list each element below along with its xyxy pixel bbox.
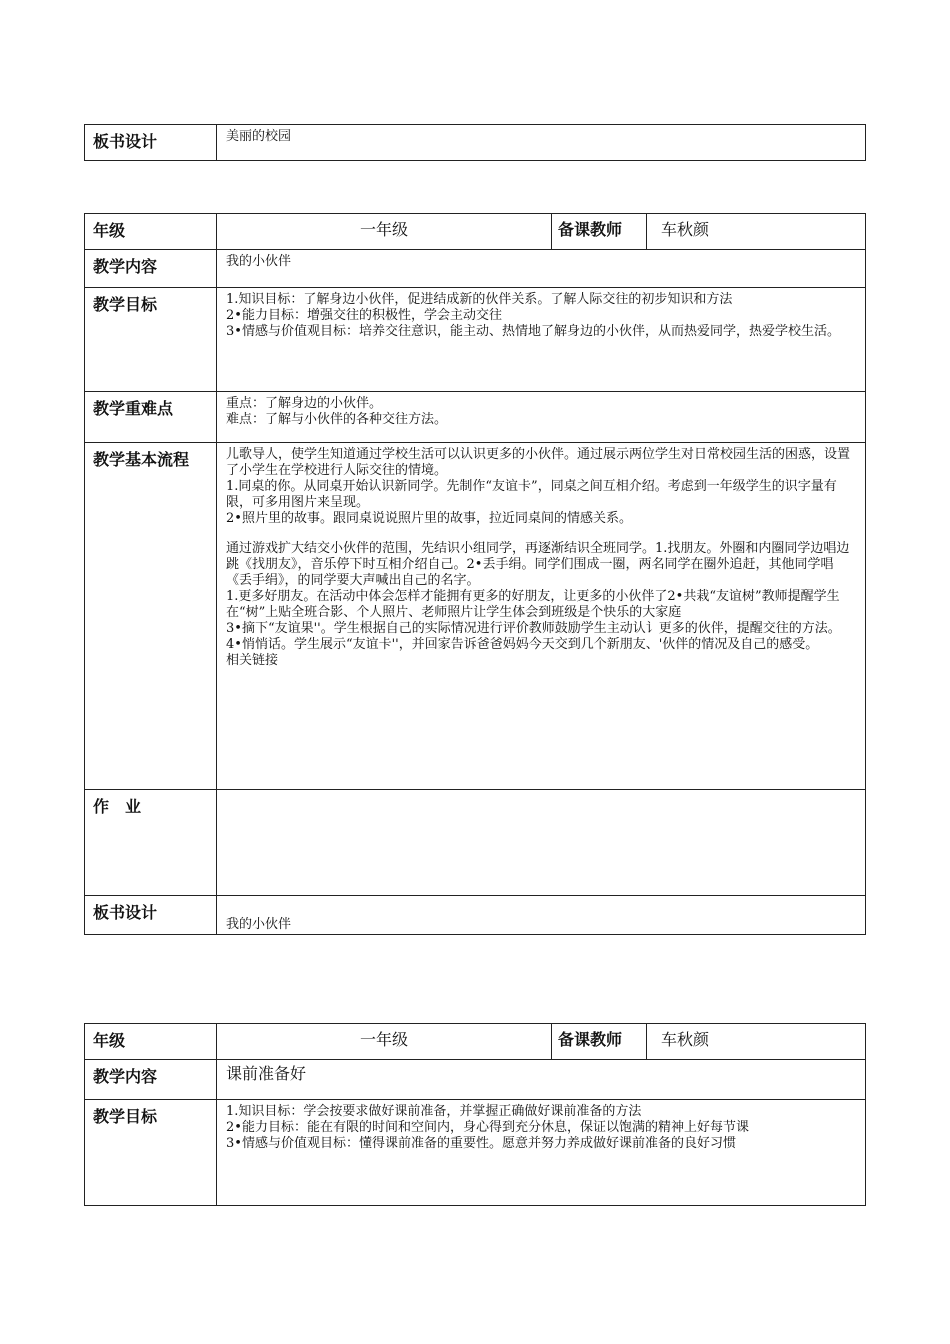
board-design-table-1 <box>84 124 866 161</box>
content-value: 课前准备好 <box>217 1060 866 1100</box>
board-design-value: 我的小伙伴 <box>217 896 866 935</box>
teacher-label: 备课教师 <box>551 1024 647 1059</box>
goal-item: 1.知识目标：了解身边小伙伴，促进结成新的伙伴关系。了解人际交往的初步知识和方法 <box>226 292 733 307</box>
lesson-plan-table-3 <box>84 1023 866 1206</box>
board-design-label: 板书设计 <box>85 125 217 161</box>
flow-paragraph: 1.更多好朋友。在活动中体会怎样才能拥有更多的好朋友，让更多的小伙伴了2•共栽“友谊树”教师提醒学生在“树”上贴全班合影、个人照片、老师照片让学生体会到班级是个快乐的大家庭 <box>226 589 840 620</box>
goal-item: 2•能力目标：增强交往的积极性，学会主动交往 <box>226 308 502 323</box>
content-label: 教学内容 <box>85 250 217 288</box>
flow-paragraph: 4•悄悄话。学生展示“友谊卡''，并回家告诉爸爸妈妈今天交到几个新朋友、'伙伴的情况及自己的感受。 <box>226 637 819 652</box>
homework-label: 作 业 <box>85 790 217 896</box>
flow-paragraph: 儿歌导人，使学生知道通过学校生活可以认识更多的小伙伴。通过展示两位学生对日常校园生活的困惑，设置了小学生在学校进行人际交往的情境。 <box>226 447 851 478</box>
homework-value <box>217 790 866 896</box>
grade-value: 一年级 <box>359 220 408 239</box>
key-item: 难点：了解与小伙伴的各种交往方法。 <box>226 412 448 427</box>
board-design-label: 板书设计 <box>85 896 217 935</box>
goal-item: 2•能力目标：能在有限的时间和空间内，身心得到充分休息，保证以饱满的精神上好每节课 <box>226 1120 749 1135</box>
goal-label: 教学目标 <box>85 1100 217 1206</box>
flow-paragraph: 通过游戏扩大结交小伙伴的范围，先结识小组同学，再逐渐结识全班同学。1.找朋友。外圈和内圈同学边唱边跳《找朋友》，音乐停下时互相介绍自己。2•丢手绢。同学们围成一圈，两名同学在圈外追赶，其他同学唱《丢手绢》，的同学要大声喊出自己的名字。 <box>226 541 850 588</box>
teacher-name: 车秋颜 <box>661 220 710 239</box>
grade-value: 一年级 <box>359 1030 408 1049</box>
goal-item: 1.知识目标：学会按要求做好课前准备，并掌握正确做好课前准备的方法 <box>226 1104 642 1119</box>
goal-label: 教学目标 <box>85 288 217 392</box>
board-design-value: 美丽的校园 <box>217 125 866 161</box>
flow-paragraph: 2•照片里的故事。跟同桌说说照片里的故事，拉近同桌间的情感关系。 <box>226 511 632 526</box>
goal-item: 3•情感与价值观目标：培养交往意识，能主动、热情地了解身边的小伙伴，从而热爱同学，热爱学校生活。 <box>226 324 840 339</box>
teacher-label: 备课教师 <box>551 214 647 249</box>
key-label: 教学重难点 <box>85 392 217 443</box>
flow-paragraph: 3•摘下“友谊果''。学生根据自己的实际情况进行评价教师鼓励学生主动认讠更多的伙伴，提醒交往的方法。 <box>226 621 841 636</box>
key-item: 重点：了解身边的小伙伴。 <box>226 396 383 411</box>
teacher-name: 车秋颜 <box>661 1030 710 1049</box>
flow-label: 教学基本流程 <box>85 443 217 790</box>
goal-item: 3•情感与价值观目标：懂得课前准备的重要性。愿意并努力养成做好课前准备的良好习惯 <box>226 1136 736 1151</box>
flow-paragraph: 相关链接 <box>226 653 279 668</box>
content-value: 我的小伙伴 <box>217 250 866 288</box>
grade-label: 年级 <box>85 214 217 250</box>
content-label: 教学内容 <box>85 1060 217 1100</box>
lesson-plan-table-2 <box>84 213 866 935</box>
flow-paragraph: 1.同桌的你。从同桌开始认识新同学。先制作“友谊卡”，同桌之间互相介绍。考虑到一年级学生的识字量有限，可多用图片来呈现。 <box>226 479 837 510</box>
grade-label: 年级 <box>85 1024 217 1060</box>
